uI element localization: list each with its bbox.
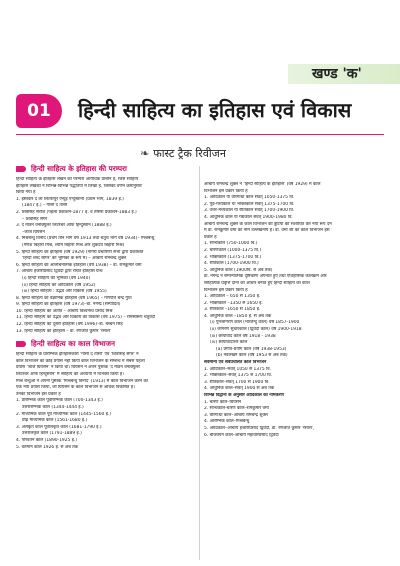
text-line: 2. भक्तिकाल –1350 से 1650 ई. (204, 300, 263, 306)
section-heading-text: हिन्दी साहित्य का काल विभाजन (31, 339, 115, 349)
history-list (16, 177, 198, 335)
text-line: 3. द मॉडर्न वर्नाक्युलर लिटरेचर ऑफ हिन्दुस्तान (1888 ई.) (16, 223, 112, 229)
text-line: विभाजन इस प्रकार किया है (204, 188, 248, 194)
fast-track-label: फास्ट ट्रैक रिवीजन (153, 147, 226, 160)
text-line: 8. हिन्दी साहित्य का वैज्ञानिक इतिहास (वर्ष 1965) – गणपति चन्द्र गुप्त (16, 295, 132, 301)
text-line: 3. वीरगाथा काल–आचार्य रामचन्द्र शुक्ल (204, 412, 268, 418)
text-line: उनका विभाजन इस प्रकार है (16, 391, 61, 397)
text-line: आचार्य रामचन्द्र शुक्ल ने 'हिन्दी साहित्य के इतिहास' (वर्ष 1929) में काल (204, 182, 321, 187)
text-line: 3. अलंकृत काल पूर्वालंकृत काल (1681-1790 ई.) (16, 424, 102, 430)
right-column (204, 182, 386, 439)
text-line: 6. हिन्दी साहित्य का आलोचनात्मक इतिहास (वर्ष 1938) – डॉ. रामकुमार वर्मा (16, 262, 142, 268)
text-line: एक नया प्रयास किया, जो ग्रियर्सन के काल विभाजन से अधिक विकसित है। (16, 385, 135, 391)
text-line: 6. बीजवपन काल–आचार्य महावीरप्रसाद द्विवेदी (204, 432, 279, 438)
text-line: 5. आधुनिक काल (1900वि. से अब तक) (204, 267, 273, 273)
text-line: लिटरेचर ऑफ हिन्दुस्तान' में साहित्य को अध्यायों में विभक्त किया है। (16, 372, 124, 378)
column-divider (199, 166, 200, 560)
periodization-list (16, 352, 198, 451)
text-line: 1. सन्धिकाल (750-1000 वि.) (204, 241, 258, 247)
text-line: (a) प्रगति-प्रयोग काल (वर्ष 1938-1953) (216, 346, 287, 352)
text-line: 1. आदिकाल–संवत् 1050 से 1375 वि. (204, 366, 272, 372)
text-line: आचार्य रामचन्द्र शुक्ल के काल विभाजन की त्रुटियों को संशोधित कर नया रूप देने (204, 221, 332, 227)
chapter-rule (16, 134, 384, 135)
text-line: में डॉ. रामकुमार वर्मा का नाम उल्लेखनीय है। डॉ. वर्मा जी का काल विभाजन इस (204, 228, 330, 234)
text-line: 4. रीतिकाल (1700-1900 वि.) (204, 261, 259, 267)
text-line: विभाजन इस प्रकार किया है (204, 287, 248, 293)
text-line: (ii) हिन्दी साहित्य का आदिकाल (वर्ष 1952) (22, 282, 96, 288)
text-line: (i) पुनर्जागरण काल (भारतेन्दु काल) वर्ष 1857-1900 (210, 320, 300, 326)
text-line: 4. आरम्भिक काल–मिश्रबन्धु (204, 419, 250, 425)
chapter-title: हिन्दी साहित्य का इतिहास एवं विकास (78, 98, 352, 122)
text-line: प्रकार है (204, 234, 217, 240)
text-line: 11. हिन्दी साहित्य का उद्भव और विकास का विकास (वर्ष 1975) – रामस्वरूप चतुर्वेदी (16, 315, 156, 321)
text-line: प्रयास 'जॉर्ज ग्रियर्सन' ने किया था। ग्रियर्सन ने अपने पुस्तक 'द मॉडर्न वर्नाक्युलर (16, 365, 140, 371)
text-line: किया गया है (16, 190, 36, 196)
text-line: हिन्दी साहित्य के इतिहास लेखन की परम्परा अत्यधिक प्राचीन है, जिसे साहित्य (16, 177, 139, 182)
section-heading-text: हिन्दी साहित्य के इतिहास की परम्परा (31, 164, 127, 173)
text-line: 9. हिन्दी साहित्य का इतिहास (वर्ष 1973)–डॉ. नगेन्द्र (सम्पादित) (16, 302, 121, 308)
text-line: 2. शिवसिंह सरोज (पहला प्रकाशन-1877 ई. व तीसरा प्रकाशन-1883 ई.) (16, 209, 137, 215)
text-line: 5. आदिकाल–आचार्य हजारीप्रसाद द्विवेदी, डॉ. रणजीत कुमार 'रसाल', (204, 425, 315, 431)
text-line: मिश्र बन्धुओं ने अपनी पुस्तक 'मिश्रबन्धु विनोद' (1913) में काल विभाजन करने का (16, 378, 148, 384)
text-line: 7. आचार्य हजारीप्रसाद द्विवेदी द्वारा रचित इतिहास ग्रन्थ (16, 269, 103, 275)
text-line: 4. आधुनिक काल–संवत् 1900 से अब तक (204, 386, 275, 392)
text-line: डॉ. नगेन्द्र ने सम्पन्यात्मक दृष्टिकोण अपनाते हुए तथा ऐतिहासिक कालक्रम और (204, 274, 327, 280)
text-line: 5. हिन्दी साहित्य का इतिहास (वर्ष 1929) (नागरी प्रचारिणी सभा द्वारा प्रकाशित (16, 249, 144, 255)
pointer-icon (16, 166, 26, 172)
text-line: (i) हिन्दी साहित्य की भूमिका (वर्ष 1940) (22, 275, 91, 281)
section-heading-periodization (16, 339, 198, 349)
left-column (16, 164, 198, 451)
text-line: उत्तरारम्भिक काल (1344-1444 ई.) (22, 405, 84, 410)
pointer-icon (16, 341, 26, 347)
swirl-icon: ❧ (140, 147, 150, 160)
text-line: 2. भक्तिकाल–संवत् 1375 से 1700 वि. (204, 373, 273, 379)
text-line: 4. परिवर्तन काल (1890-1925 ई.) (16, 437, 77, 443)
fast-track-heading (140, 146, 226, 161)
text-line: 2. पूर्व-मध्यकाल या भक्तिकाल संवत् 1375-1700 वि. (204, 201, 295, 207)
section-marker: खण्ड 'क' (312, 66, 362, 82)
text-line: 12. हिन्दी साहित्य का दूसरा इतिहास (वर्ष 1996)–डॉ. बच्चन सिंह (16, 322, 123, 328)
text-line: 13. हिन्दी साहित्य का इतिहास – डॉ. रणजीत कुमार 'रसाल' (16, 328, 112, 334)
text-line: काल विभाजन का कोई प्रयास नहीं किया काल विभाजन के सम्बन्ध में सबसे पहला (16, 358, 145, 364)
text-line: (iii) छायावाद काल वर्ष 1918 - 1938 (210, 333, 276, 339)
text-line: (ii) जागरण सुधारकाल (द्विवेदी काल) वर्ष 1900-1918 (210, 327, 302, 333)
text-line: हिन्दी साहित्य के प्रारम्भिक इतिहासकारों 'गार्सां द तासी' एवं 'शिवसिंह सेंगर' ने (16, 352, 139, 358)
text-line: 'हिन्दी शब्द सागर' की भूमिका के रूप में) – आचार्य रामचन्द्र शुक्ल (22, 256, 127, 262)
right-text (204, 182, 386, 439)
text-line: 10. हिन्दी साहित्य का अतीत – आचार्य विश्वनाथ प्रसाद मिश्र (16, 308, 113, 314)
text-line: 3. भक्तिकाल (1375-1700 वि.) (204, 254, 262, 260)
text-line: विभिन्न विद्वानों के अनुसार आदिकाल का नामकरण (204, 393, 284, 398)
text-line: – शिवसिंह सेंगर (22, 216, 48, 222)
text-line: उत्तरालंकृत काल (1791-1889 ई.) (22, 431, 82, 437)
text-line: 3. रीतिकाल–संवत् 1700 से 1900 वि. (204, 379, 270, 385)
text-line: 2. माध्यमिक काल पूर्व माध्यमिक काल (1445-1560 ई.) (16, 411, 111, 417)
chapter-number: 01 (16, 94, 62, 128)
text-line: 1. चारण काल–ग्रियर्सन (204, 399, 242, 405)
text-line: इतिहास लेखकों ने विभिन्न-विभिन्न पद्धतियों में लिखा है, जिसका वर्णन क्रमानुसार (16, 183, 142, 189)
text-line: (गणेश बिहारी मिश्र, श्याम बिहारी मिश्र और शुकदेव बिहारी मिश्र) (22, 242, 125, 248)
text-line: 3. रीतिकाल –1650 से 1850 ई. (204, 307, 261, 313)
text-line: 1. आदिकाल – 650 से 1350 ई. (204, 294, 261, 300)
text-line: 4. आधुनिक काल या गद्यकाल संवत् 1900-1980 वि. (204, 214, 293, 220)
text-line: प्रौढ़ माध्यमिक काल (1561-1680 ई.) (22, 418, 88, 424)
text-line: 5. वर्तमान काल 1926 ई. से अब तक (16, 444, 79, 450)
text-line: 2. सन्धिकाल-चारण काल–रामकुमार वर्मा (204, 406, 269, 412)
text-line: 1. आदिकाल या वीरगाथा काल संवत् 1050-1375 वि. (204, 195, 295, 201)
text-line: 2. चारणकाल (1000-1375 वि.) (204, 247, 262, 253)
text-line: (iv) छायावादोत्तर काल (210, 340, 248, 346)
section-heading-history (16, 164, 198, 174)
text-line: –जॉर्ज ग्रियर्सन (22, 229, 45, 235)
text-line: (b) नवलेखन काल (वर्ष 1953 से अब तक) (216, 353, 288, 359)
text-line: 3. उत्तर-मध्यकाल या रीतिकाल संवत् 1700-1900 वि. (204, 208, 295, 214)
text-line: साहित्यिक प्रवृत्ति दोनों को आधार बनाते हुए हिन्दी साहित्य का काल (204, 280, 310, 286)
text-line: 1. प्रारम्भिक काल पूर्वारम्भिक काल (700-1343 ई.) (16, 398, 103, 404)
text-line: 4. मिश्रबन्धु विनोद (प्रथम तीन भाग वर्ष 1913 तथा चतुर्थ भाग वर्ष 1934)– मिश्रबन्धु (16, 236, 155, 242)
text-line: (iii) हिन्दी साहित्य : उद्भव और विकास (वर्ष 1955) (22, 289, 107, 295)
text-line: (1847 ई.) – गार्सां द तासी (22, 203, 68, 209)
text-line: 1. इस्तवार द ला लितरेत्युर ऐन्दुई ऐन्दुस्तानी (प्रथम भाग, 1839 ई.) (16, 196, 124, 202)
text-line: 4. आधुनिक काल –1850 ई. से अब तक (204, 313, 272, 319)
text-line: सर्वमान्य एवं सर्वप्रचलित काल विभाजन (204, 360, 267, 366)
